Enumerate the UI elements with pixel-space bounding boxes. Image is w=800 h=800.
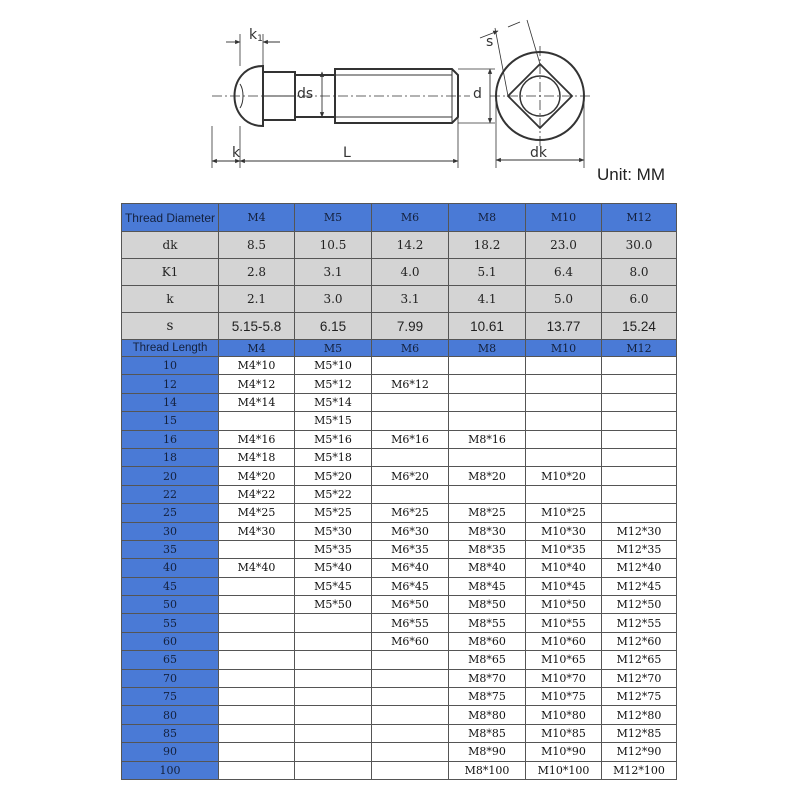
part-cell: M5*18: [295, 448, 372, 466]
part-cell: M10*55: [526, 614, 602, 632]
part-cell: M8*70: [449, 669, 526, 687]
table-row: [122, 688, 677, 706]
part-cell: [219, 724, 295, 742]
part-cell: [526, 430, 602, 448]
part-cell: M6*30: [372, 522, 449, 540]
thread-length-header: Thread Length: [122, 340, 219, 357]
part-cell: [295, 651, 372, 669]
table-row: [122, 559, 677, 577]
part-cell: M10*80: [526, 706, 602, 724]
part-cell: M12*35: [602, 540, 677, 558]
part-cell: M6*60: [372, 632, 449, 650]
part-cell: [449, 375, 526, 393]
part-cell: M5*35: [295, 540, 372, 558]
part-cell: M8*20: [449, 467, 526, 485]
part-cell: [295, 614, 372, 632]
part-cell: [295, 761, 372, 779]
table-row: [122, 357, 677, 375]
part-cell: [602, 430, 677, 448]
dimension-row: [122, 286, 677, 313]
size-header: M6: [372, 204, 449, 232]
part-cell: M10*20: [526, 467, 602, 485]
length-value: 70: [122, 669, 219, 687]
part-cell: M8*85: [449, 724, 526, 742]
part-cell: [372, 669, 449, 687]
label-dk: dk: [530, 145, 547, 161]
length-value: 22: [122, 485, 219, 503]
part-cell: M12*100: [602, 761, 677, 779]
length-value: 45: [122, 577, 219, 595]
part-cell: [372, 743, 449, 761]
length-value: 30: [122, 522, 219, 540]
dimension-row: [122, 232, 677, 259]
dimension-value: 6.0: [602, 286, 677, 313]
part-cell: M12*85: [602, 724, 677, 742]
length-value: 25: [122, 504, 219, 522]
part-cell: [372, 448, 449, 466]
table-row: [122, 761, 677, 779]
spec-table: [121, 203, 677, 780]
length-value: 35: [122, 540, 219, 558]
part-cell: M5*40: [295, 559, 372, 577]
part-cell: [219, 743, 295, 761]
unit-label: Unit: MM: [597, 165, 665, 184]
part-cell: M10*65: [526, 651, 602, 669]
part-cell: M4*10: [219, 357, 295, 375]
table-row: [122, 651, 677, 669]
part-cell: [372, 485, 449, 503]
part-cell: [295, 724, 372, 742]
part-cell: [219, 540, 295, 558]
part-cell: [449, 393, 526, 411]
part-cell: [526, 485, 602, 503]
dimension-value: 10.61: [449, 313, 526, 340]
dimension-row: [122, 259, 677, 286]
table-row: [122, 393, 677, 411]
part-cell: M4*12: [219, 375, 295, 393]
part-cell: [602, 448, 677, 466]
dimension-value: 6.15: [295, 313, 372, 340]
part-cell: [295, 632, 372, 650]
length-value: 40: [122, 559, 219, 577]
length-value: 15: [122, 412, 219, 430]
table-row: [122, 430, 677, 448]
part-cell: M8*25: [449, 504, 526, 522]
label-d: d: [473, 86, 482, 102]
table-row: [122, 596, 677, 614]
size-header: M4: [219, 204, 295, 232]
part-cell: M10*60: [526, 632, 602, 650]
part-cell: M5*22: [295, 485, 372, 503]
part-cell: [219, 669, 295, 687]
part-cell: [372, 357, 449, 375]
part-cell: M6*55: [372, 614, 449, 632]
part-cell: M4*20: [219, 467, 295, 485]
part-cell: M10*35: [526, 540, 602, 558]
table-row: [122, 522, 677, 540]
part-cell: M6*40: [372, 559, 449, 577]
table-row: [122, 669, 677, 687]
label-L: L: [343, 145, 351, 161]
length-value: 100: [122, 761, 219, 779]
part-cell: M8*90: [449, 743, 526, 761]
part-cell: M10*85: [526, 724, 602, 742]
part-cell: [602, 412, 677, 430]
dimension-value: 5.0: [526, 286, 602, 313]
length-value: 14: [122, 393, 219, 411]
size-header: M8: [449, 340, 526, 357]
part-cell: M10*40: [526, 559, 602, 577]
thread-diameter-header: Thread Diameter: [122, 204, 219, 232]
dimension-value: 18.2: [449, 232, 526, 259]
part-cell: M8*65: [449, 651, 526, 669]
length-value: 75: [122, 688, 219, 706]
length-value: 16: [122, 430, 219, 448]
part-cell: M5*20: [295, 467, 372, 485]
dimension-value: 7.99: [372, 313, 449, 340]
part-cell: M5*16: [295, 430, 372, 448]
dimension-label: k: [122, 286, 219, 313]
part-cell: M12*45: [602, 577, 677, 595]
part-cell: [526, 448, 602, 466]
part-cell: [219, 761, 295, 779]
dimension-value: 5.1: [449, 259, 526, 286]
dimension-value: 15.24: [602, 313, 677, 340]
part-cell: M4*30: [219, 522, 295, 540]
table-row: [122, 485, 677, 503]
dimension-value: 4.0: [372, 259, 449, 286]
label-k: k: [232, 145, 241, 161]
part-cell: [219, 596, 295, 614]
part-cell: [372, 724, 449, 742]
part-cell: [219, 651, 295, 669]
dimension-value: 2.8: [219, 259, 295, 286]
bolt-drawing: [0, 0, 800, 200]
part-cell: [602, 485, 677, 503]
part-cell: M6*16: [372, 430, 449, 448]
length-value: 12: [122, 375, 219, 393]
part-cell: M12*65: [602, 651, 677, 669]
part-cell: M5*50: [295, 596, 372, 614]
size-header: M5: [295, 340, 372, 357]
part-cell: M4*25: [219, 504, 295, 522]
size-header: M10: [526, 204, 602, 232]
part-cell: M10*75: [526, 688, 602, 706]
part-cell: M12*60: [602, 632, 677, 650]
part-cell: M5*45: [295, 577, 372, 595]
dimension-value: 3.1: [372, 286, 449, 313]
part-cell: M10*50: [526, 596, 602, 614]
header-row: [122, 204, 677, 232]
part-cell: M4*40: [219, 559, 295, 577]
size-header: M5: [295, 204, 372, 232]
part-cell: M10*25: [526, 504, 602, 522]
part-cell: [602, 504, 677, 522]
part-cell: M8*30: [449, 522, 526, 540]
part-cell: M4*22: [219, 485, 295, 503]
length-value: 80: [122, 706, 219, 724]
length-value: 18: [122, 448, 219, 466]
dimension-value: 8.0: [602, 259, 677, 286]
dimension-value: 10.5: [295, 232, 372, 259]
length-value: 60: [122, 632, 219, 650]
part-cell: M8*75: [449, 688, 526, 706]
part-cell: M4*16: [219, 430, 295, 448]
part-cell: [295, 743, 372, 761]
length-value: 90: [122, 743, 219, 761]
table-row: [122, 743, 677, 761]
dimension-value: 5.15-5.8: [219, 313, 295, 340]
part-cell: [219, 412, 295, 430]
dimension-value: 3.1: [295, 259, 372, 286]
part-cell: M8*55: [449, 614, 526, 632]
part-cell: [602, 393, 677, 411]
length-value: 50: [122, 596, 219, 614]
part-cell: [526, 412, 602, 430]
part-cell: M8*100: [449, 761, 526, 779]
part-cell: M6*45: [372, 577, 449, 595]
length-value: 20: [122, 467, 219, 485]
table-row: [122, 577, 677, 595]
part-cell: M6*50: [372, 596, 449, 614]
part-cell: M8*16: [449, 430, 526, 448]
part-cell: M10*45: [526, 577, 602, 595]
part-cell: M6*20: [372, 467, 449, 485]
size-header: M4: [219, 340, 295, 357]
table-row: [122, 448, 677, 466]
label-k1: k1: [249, 27, 263, 44]
part-cell: M12*70: [602, 669, 677, 687]
size-header: M10: [526, 340, 602, 357]
part-cell: M12*40: [602, 559, 677, 577]
part-cell: M6*12: [372, 375, 449, 393]
part-cell: [219, 688, 295, 706]
dimension-value: 6.4: [526, 259, 602, 286]
part-cell: M5*10: [295, 357, 372, 375]
part-cell: [372, 761, 449, 779]
table-row: [122, 504, 677, 522]
part-cell: M6*25: [372, 504, 449, 522]
part-cell: [372, 412, 449, 430]
part-cell: [219, 614, 295, 632]
part-cell: M10*100: [526, 761, 602, 779]
dimension-value: 23.0: [526, 232, 602, 259]
part-cell: M5*30: [295, 522, 372, 540]
label-ds: ds: [297, 86, 314, 102]
part-cell: M8*60: [449, 632, 526, 650]
part-cell: [602, 375, 677, 393]
part-cell: M5*25: [295, 504, 372, 522]
part-cell: [602, 357, 677, 375]
part-cell: M5*12: [295, 375, 372, 393]
part-cell: [602, 467, 677, 485]
table-row: [122, 614, 677, 632]
thread-length-header-row: [122, 340, 677, 357]
part-cell: [372, 688, 449, 706]
part-cell: [449, 412, 526, 430]
part-cell: [526, 357, 602, 375]
size-header: M12: [602, 204, 677, 232]
table-row: [122, 724, 677, 742]
part-cell: [372, 651, 449, 669]
part-cell: [449, 357, 526, 375]
table-row: [122, 632, 677, 650]
table-row: [122, 412, 677, 430]
part-cell: M5*14: [295, 393, 372, 411]
part-cell: M10*30: [526, 522, 602, 540]
part-cell: [449, 485, 526, 503]
part-cell: M10*70: [526, 669, 602, 687]
part-cell: [372, 393, 449, 411]
part-cell: [295, 706, 372, 724]
table-row: [122, 706, 677, 724]
part-cell: [295, 688, 372, 706]
dimension-label: K1: [122, 259, 219, 286]
table-row: [122, 540, 677, 558]
part-cell: M4*14: [219, 393, 295, 411]
table-row: [122, 375, 677, 393]
part-cell: M8*50: [449, 596, 526, 614]
part-cell: [295, 669, 372, 687]
part-cell: [526, 375, 602, 393]
length-value: 85: [122, 724, 219, 742]
part-cell: [372, 706, 449, 724]
table-row: [122, 467, 677, 485]
dimension-value: 30.0: [602, 232, 677, 259]
part-cell: M10*90: [526, 743, 602, 761]
part-cell: M5*15: [295, 412, 372, 430]
dimension-row: [122, 313, 677, 340]
part-cell: M12*80: [602, 706, 677, 724]
length-value: 10: [122, 357, 219, 375]
dimension-label: s: [122, 313, 219, 340]
dimension-value: 13.77: [526, 313, 602, 340]
part-cell: M12*50: [602, 596, 677, 614]
part-cell: [219, 706, 295, 724]
part-cell: M8*40: [449, 559, 526, 577]
size-header: M6: [372, 340, 449, 357]
label-s: s: [486, 34, 494, 50]
part-cell: M12*30: [602, 522, 677, 540]
part-cell: [219, 632, 295, 650]
part-cell: M12*55: [602, 614, 677, 632]
part-cell: M8*80: [449, 706, 526, 724]
dimension-value: 3.0: [295, 286, 372, 313]
part-cell: M12*90: [602, 743, 677, 761]
length-value: 55: [122, 614, 219, 632]
part-cell: M8*45: [449, 577, 526, 595]
dimension-value: 14.2: [372, 232, 449, 259]
dimension-value: 4.1: [449, 286, 526, 313]
part-cell: M4*18: [219, 448, 295, 466]
size-header: M12: [602, 340, 677, 357]
dimension-value: 8.5: [219, 232, 295, 259]
part-cell: [449, 448, 526, 466]
dimension-value: 2.1: [219, 286, 295, 313]
length-value: 65: [122, 651, 219, 669]
part-cell: [526, 393, 602, 411]
part-cell: [219, 577, 295, 595]
part-cell: M8*35: [449, 540, 526, 558]
part-cell: M6*35: [372, 540, 449, 558]
dimension-label: dk: [122, 232, 219, 259]
part-cell: M12*75: [602, 688, 677, 706]
size-header: M8: [449, 204, 526, 232]
